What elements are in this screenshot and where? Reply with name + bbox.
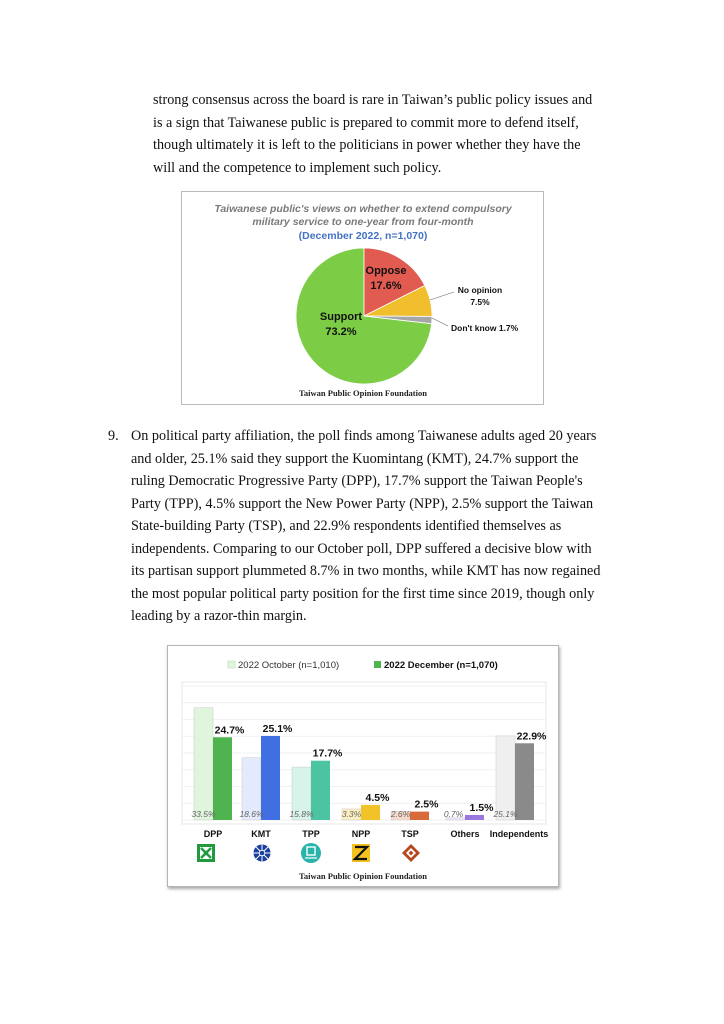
npp-logo bbox=[352, 844, 370, 862]
list-item-number: 9. bbox=[108, 428, 119, 444]
bar-december-independents bbox=[515, 743, 534, 820]
paragraph-line: its partisan support plummeted 8.7% in two months, while KMT has now regained bbox=[131, 563, 601, 579]
bar-chart bbox=[168, 646, 558, 886]
paragraph-line: ruling Democratic Progressive Party (DPP), 17.7% support the Taiwan People's bbox=[131, 473, 583, 489]
label-december-others: 1.5% bbox=[469, 801, 494, 814]
label-october-tsp: 2.6% bbox=[390, 809, 411, 819]
paragraph-line: the most popular political party position for the first time since 2019, though only bbox=[131, 585, 595, 602]
oppose-value: 17.6% bbox=[370, 280, 402, 292]
support-label: Support bbox=[319, 311, 363, 323]
label-december-dpp: 24.7% bbox=[214, 724, 245, 737]
category-label-npp: NPP bbox=[351, 829, 371, 839]
label-december-kmt: 25.1% bbox=[262, 722, 293, 735]
bar-december-npp bbox=[361, 805, 380, 820]
paragraph-line: independents. Comparing to our October poll, DPP suffered a decisive blow with bbox=[131, 540, 592, 557]
legend-swatch-october bbox=[228, 661, 235, 668]
tpp-logo bbox=[301, 843, 321, 863]
no-opinion-leader bbox=[430, 292, 454, 300]
pie-source: Taiwan Public Opinion Foundation bbox=[299, 388, 427, 398]
paragraph-line: leading by a razor-thin margin. bbox=[131, 608, 307, 624]
no-opinion-value: 7.5% bbox=[470, 297, 490, 307]
category-label-tpp: TPP bbox=[302, 829, 320, 839]
paragraph-line: Party (TPP), 4.5% support the New Power Party (NPP), 2.5% support the Taiwan bbox=[131, 495, 594, 512]
no-opinion-label: No opinion bbox=[457, 285, 503, 295]
paragraph-line: though ultimately it is left to the politicians in power whether they have the bbox=[153, 137, 581, 153]
bar-december-kmt bbox=[261, 736, 280, 820]
category-label-tsp: TSP bbox=[401, 829, 419, 839]
pie-title-line-2: military service to one-year from four-month bbox=[252, 216, 474, 228]
paragraph-line: State-building Party (TSP), and 22.9% respondents identified themselves as bbox=[131, 518, 562, 534]
label-december-independents: 22.9% bbox=[516, 730, 547, 743]
pie-subtitle: (December 2022, n=1,070) bbox=[298, 230, 428, 242]
dont-know-leader bbox=[432, 318, 448, 326]
category-label-kmt: KMT bbox=[251, 829, 271, 839]
label-october-tpp: 15.8% bbox=[289, 809, 314, 819]
kmt-logo bbox=[254, 845, 271, 862]
dpp-logo bbox=[197, 844, 215, 862]
paragraph-top bbox=[153, 89, 623, 179]
legend-december: 2022 December (n=1,070) bbox=[384, 660, 498, 671]
label-december-tsp: 2.5% bbox=[414, 798, 439, 811]
label-december-tpp: 17.7% bbox=[312, 747, 343, 760]
bar-source: Taiwan Public Opinion Foundation bbox=[299, 871, 427, 881]
bar-october-dpp bbox=[194, 708, 213, 820]
bar-october-independents bbox=[496, 736, 515, 820]
bar-december-tpp bbox=[311, 761, 330, 820]
pie-title-line-1: Taiwanese public's views on whether to extend compulsory bbox=[214, 203, 512, 215]
legend-october: 2022 October (n=1,010) bbox=[238, 660, 340, 671]
label-october-npp: 3.3% bbox=[341, 809, 362, 819]
paragraph-line: is a sign that Taiwanese public is prepared to commit more to defend itself, bbox=[153, 114, 579, 131]
paragraph-line: strong consensus across the board is rare in Taiwan’s public policy issues and bbox=[153, 92, 593, 108]
oppose-label: Oppose bbox=[365, 265, 407, 277]
bar-chart-figure bbox=[167, 645, 559, 887]
tsp-logo bbox=[402, 844, 420, 862]
pie-chart-figure bbox=[181, 191, 544, 405]
paragraph-line: On political party affiliation, the poll finds among Taiwanese adults aged 20 years bbox=[131, 428, 597, 444]
list-item-9 bbox=[131, 425, 631, 628]
label-october-dpp: 33.5% bbox=[191, 809, 216, 819]
label-october-others: 0.7% bbox=[443, 809, 464, 819]
bar-december-dpp bbox=[213, 737, 232, 820]
bar-december-others bbox=[465, 815, 484, 820]
label-december-npp: 4.5% bbox=[365, 791, 390, 804]
pie-chart bbox=[182, 192, 543, 404]
category-label-independents: Independents bbox=[489, 829, 549, 839]
label-october-independents: 25.1% bbox=[493, 809, 518, 819]
category-labels bbox=[204, 829, 549, 839]
dont-know-label: Don't know 1.7% bbox=[451, 323, 519, 333]
bar-december-tsp bbox=[410, 812, 429, 820]
support-value: 73.2% bbox=[325, 326, 357, 338]
category-label-others: Others bbox=[450, 829, 480, 839]
legend-swatch-december bbox=[374, 661, 381, 668]
paragraph-line: will and the competence to implement such policy. bbox=[153, 159, 442, 176]
category-label-dpp: DPP bbox=[203, 829, 223, 839]
label-october-kmt: 18.6% bbox=[239, 809, 264, 819]
paragraph-line: and older, 25.1% said they support the Kuomintang (KMT), 24.7% support the bbox=[131, 450, 579, 467]
